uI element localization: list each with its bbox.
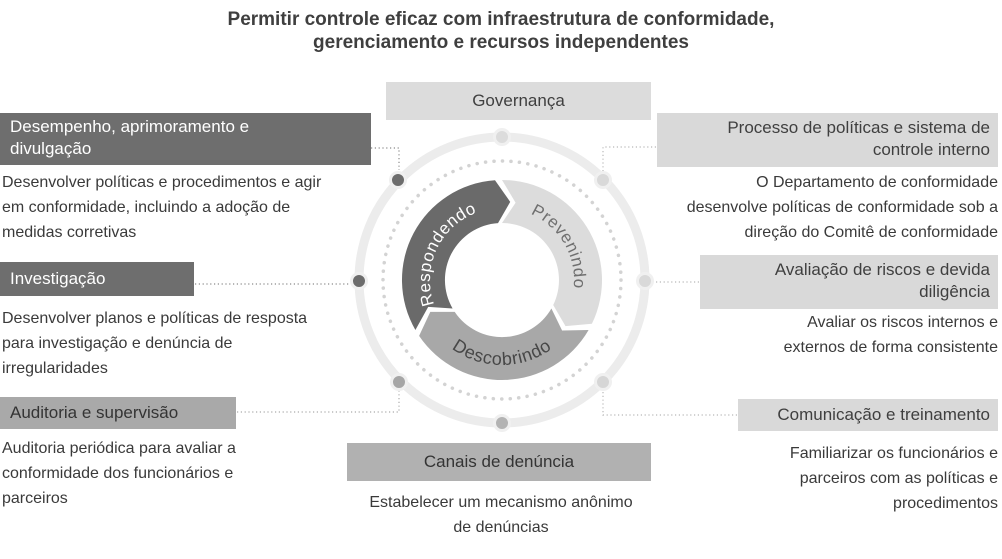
ring-node-right xyxy=(638,274,653,289)
page-title-line1: Permitir controle eficaz com infraestrutura de conformidade, xyxy=(227,9,775,30)
performance-improvement-title: Desempenho, aprimoramento e divulgação xyxy=(10,117,250,158)
policy-process-title: Processo de políticas e sistema de controle interno xyxy=(727,118,990,159)
ring-node-bottom xyxy=(495,416,510,431)
policy-process-box xyxy=(657,113,998,167)
performance-improvement-description: Desenvolver políticas e procedimentos e agir em conformidade, incluindo a adoção de medidas corretivas xyxy=(2,174,322,241)
arc-label-respondendo-text: Respondendo xyxy=(414,198,479,309)
investigation-box xyxy=(0,262,194,296)
audit-supervision-description: Auditoria periódica para avaliar a conformidade dos funcionários e parceiros xyxy=(2,440,236,507)
ring-node-bottom-right xyxy=(596,375,611,390)
ring-node-top xyxy=(495,130,510,145)
page-title-line2: gerenciamento e recursos independentes xyxy=(313,32,689,53)
arrow-respondendo xyxy=(402,180,510,330)
ring-node-bottom-left xyxy=(392,375,407,390)
arrow-prevenindo xyxy=(502,180,602,326)
ring-nodes xyxy=(352,130,653,431)
whistleblowing-channels-description: Estabelecer um mecanismo anônimo de denúncias xyxy=(369,494,633,536)
audit-supervision-title: Auditoria e supervisão xyxy=(10,403,179,422)
governance-label: Governança xyxy=(472,91,565,110)
arc-label-prevenindo-text: Prevenindo xyxy=(528,200,590,290)
risk-assessment-description: Avaliar os riscos internos e externos de forma consistente xyxy=(783,314,998,356)
ring-node-top-right xyxy=(596,173,611,188)
communication-training-title: Comunicação e treinamento xyxy=(777,405,990,424)
ring-node-left xyxy=(352,274,367,289)
connector-comunicacao xyxy=(603,391,737,415)
investigation-description: Desenvolver planos e políticas de resposta para investigação e denúncia de irregularidades xyxy=(2,310,308,377)
connector-desempenho xyxy=(371,148,399,170)
communication-training-box xyxy=(738,399,998,431)
whistleblowing-channels-box xyxy=(347,443,651,481)
audit-supervision-box xyxy=(0,397,236,429)
connector-processo xyxy=(603,147,656,171)
investigation-title: Investigação xyxy=(10,269,106,288)
connector-auditoria xyxy=(237,391,399,412)
arc-label-descobrindo-text: Descobrindo xyxy=(449,335,555,370)
performance-improvement-box xyxy=(0,113,371,165)
risk-assessment-box xyxy=(700,255,998,309)
policy-process-description: O Departamento de conformidade desenvolve políticas de conformidade sob a direção do Comitê de conformidade xyxy=(686,174,998,241)
governance-box xyxy=(386,82,651,120)
communication-training-description: Familiarizar os funcionários e parceiros com as políticas e procedimentos xyxy=(789,445,998,512)
risk-assessment-title: Avaliação de riscos e devida diligência xyxy=(774,260,990,301)
whistleblowing-channels-title: Canais de denúncia xyxy=(423,452,575,471)
ring-node-top-left xyxy=(391,173,406,188)
